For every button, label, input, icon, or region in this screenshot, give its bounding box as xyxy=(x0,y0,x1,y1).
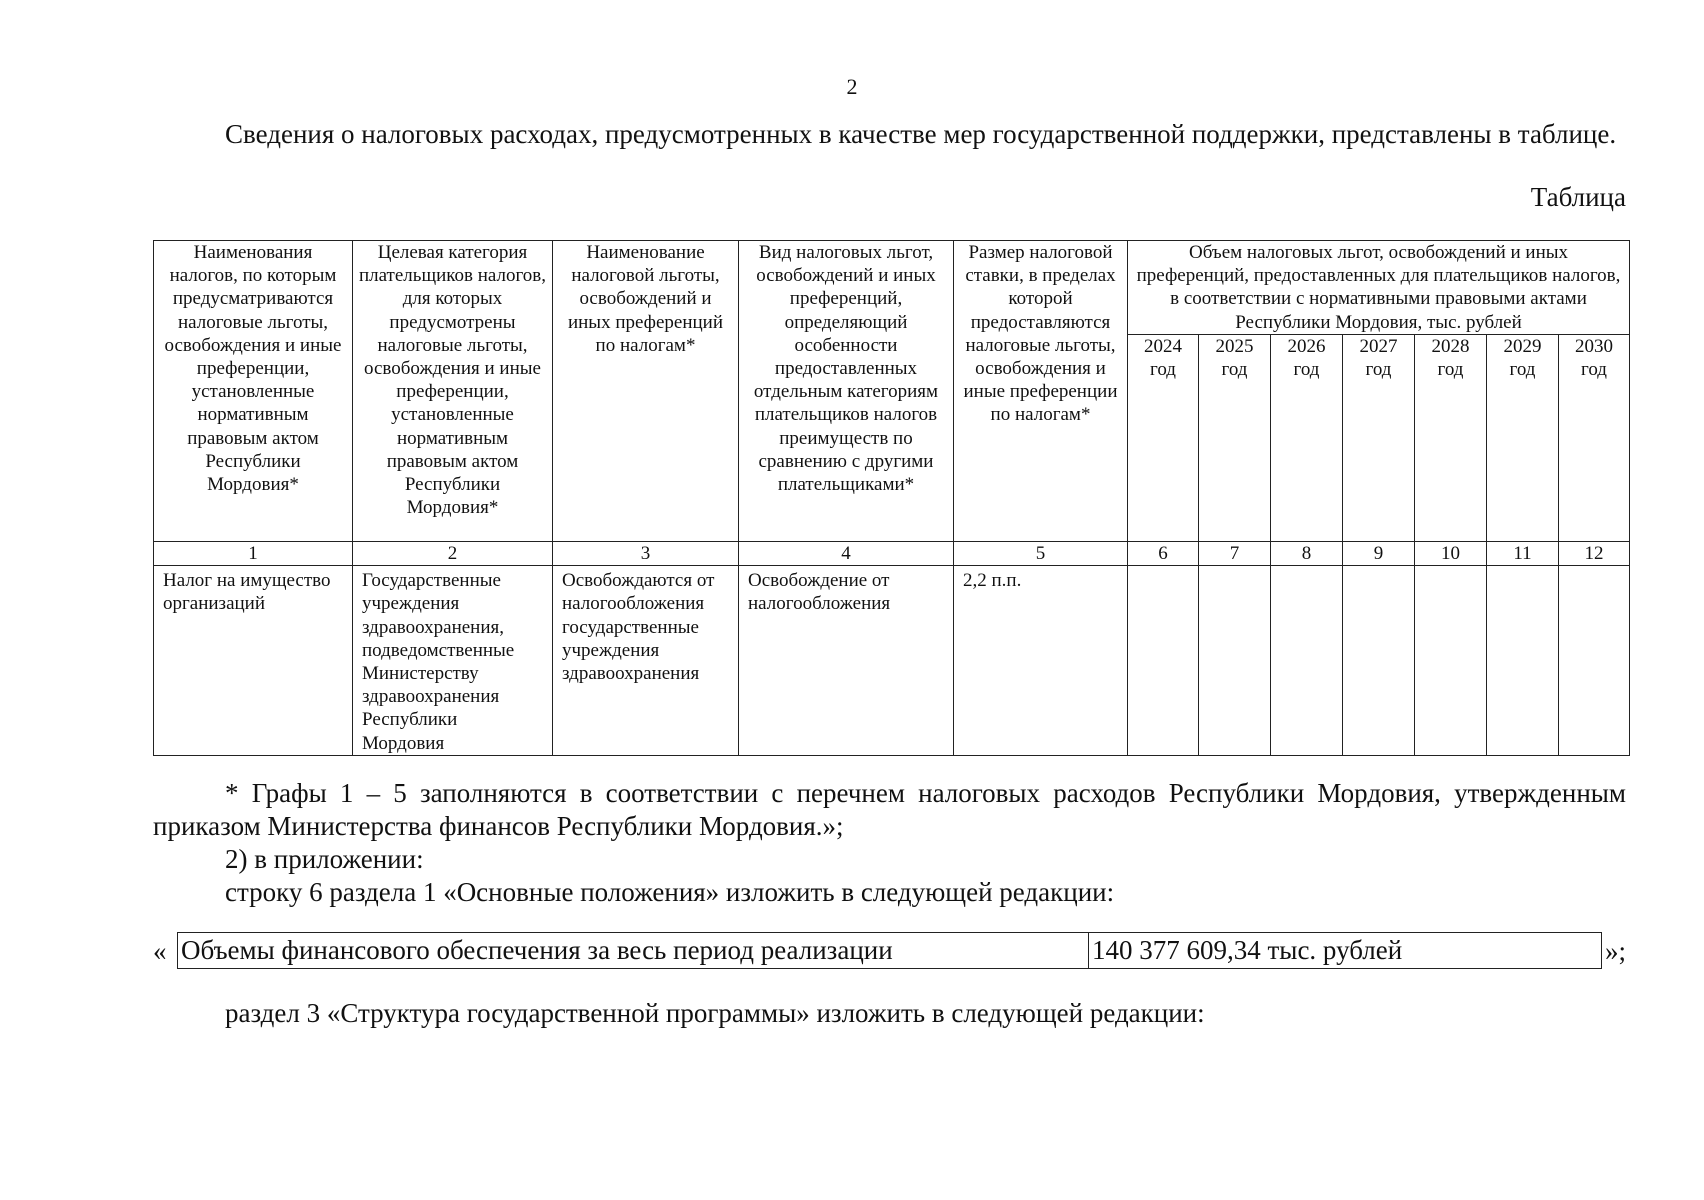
item-2-text: 2) в приложении: xyxy=(225,844,424,874)
column-number: 12 xyxy=(1559,542,1630,566)
intro-paragraph: Сведения о налоговых расходах, предусмотренных в качестве мер государственной поддержки, представлены в таблице. xyxy=(225,119,1617,149)
close-quote: »; xyxy=(1604,936,1626,966)
column-number: 11 xyxy=(1487,542,1559,566)
financing-value: 140 377 609,34 тыс. рублей xyxy=(1089,933,1602,969)
financing-row xyxy=(153,932,1626,970)
column-number: 3 xyxy=(553,542,739,566)
header-tax-rate: Размер налоговой ставки, в пределах которой предоставляются налоговые льготы, освобождения и иные преференции по налогам* xyxy=(954,241,1128,542)
cell-volume-2030 xyxy=(1559,566,1630,756)
header-year-2027: 2027 год xyxy=(1343,335,1415,542)
header-target-category: Целевая категория плательщиков налогов, для которых предусмотрены налоговые льготы, освобождения и иные преференции, установленные нормативным правовым актом Республики Мордовия* xyxy=(353,241,553,542)
cell-benefit-name: Освобождаются от налогообложения государственные учреждения здравоохранения xyxy=(553,566,739,756)
header-year-2024: 2024 год xyxy=(1128,335,1199,542)
header-benefit-name: Наименование налоговой льготы, освобождений и иных преференций по налогам* xyxy=(553,241,739,542)
header-year-2030: 2030 год xyxy=(1559,335,1630,542)
column-number: 7 xyxy=(1199,542,1271,566)
cell-volume-2024 xyxy=(1128,566,1199,756)
column-number: 5 xyxy=(954,542,1128,566)
cell-volume-2027 xyxy=(1343,566,1415,756)
financing-label: Объемы финансового обеспечения за весь период реализации xyxy=(178,933,1089,969)
cell-tax-name: Налог на имущество организаций xyxy=(154,566,353,756)
cell-volume-2029 xyxy=(1487,566,1559,756)
column-number: 10 xyxy=(1415,542,1487,566)
column-number: 6 xyxy=(1128,542,1199,566)
cell-volume-2025 xyxy=(1199,566,1271,756)
header-benefit-type: Вид налоговых льгот, освобождений и иных преференций, определяющий особенности предоставленных отдельным категориям плательщиков налогов преимуществ по сравнению с другими плательщиками* xyxy=(739,241,954,542)
cell-volume-2026 xyxy=(1271,566,1343,756)
header-tax-names: Наименования налогов, по которым предусматриваются налоговые льготы, освобождения и иные преференции, установленные нормативным правовым актом Республики Мордовия* xyxy=(154,241,353,542)
header-year-2025: 2025 год xyxy=(1199,335,1271,542)
column-number: 8 xyxy=(1271,542,1343,566)
cell-target-category: Государственные учреждения здравоохранения, подведомственные Министерству здравоохранения Республики Мордовия xyxy=(353,566,553,756)
header-year-2026: 2026 год xyxy=(1271,335,1343,542)
footnote: * Графы 1 – 5 заполняются в соответствии с перечнем налоговых расходов Республики Мордовия, утвержденным приказом Министерства финансов Республики Мордовия.»; xyxy=(153,778,1626,841)
column-number: 9 xyxy=(1343,542,1415,566)
page-number: 2 xyxy=(846,74,858,99)
open-quote: « xyxy=(153,936,167,966)
column-number: 1 xyxy=(154,542,353,566)
cell-rate: 2,2 п.п. xyxy=(954,566,1128,756)
section-3-instruction: раздел 3 «Структура государственной программы» изложить в следующей редакции: xyxy=(225,998,1205,1028)
row-6-instruction: строку 6 раздела 1 «Основные положения» изложить в следующей редакции: xyxy=(225,877,1115,907)
table-label: Таблица xyxy=(1530,182,1626,212)
financing-table xyxy=(177,932,1602,969)
column-number: 4 xyxy=(739,542,954,566)
tax-expenditure-table xyxy=(153,240,1630,756)
table-row xyxy=(154,566,1630,756)
cell-volume-2028 xyxy=(1415,566,1487,756)
cell-benefit-type: Освобождение от налогообложения xyxy=(739,566,954,756)
header-volume: Объем налоговых льгот, освобождений и иных преференций, предоставленных для плательщиков налогов, в соответствии с нормативными правовыми актами Республики Мордовия, тыс. рублей xyxy=(1128,241,1630,335)
column-number: 2 xyxy=(353,542,553,566)
header-year-2028: 2028 год xyxy=(1415,335,1487,542)
header-year-2029: 2029 год xyxy=(1487,335,1559,542)
